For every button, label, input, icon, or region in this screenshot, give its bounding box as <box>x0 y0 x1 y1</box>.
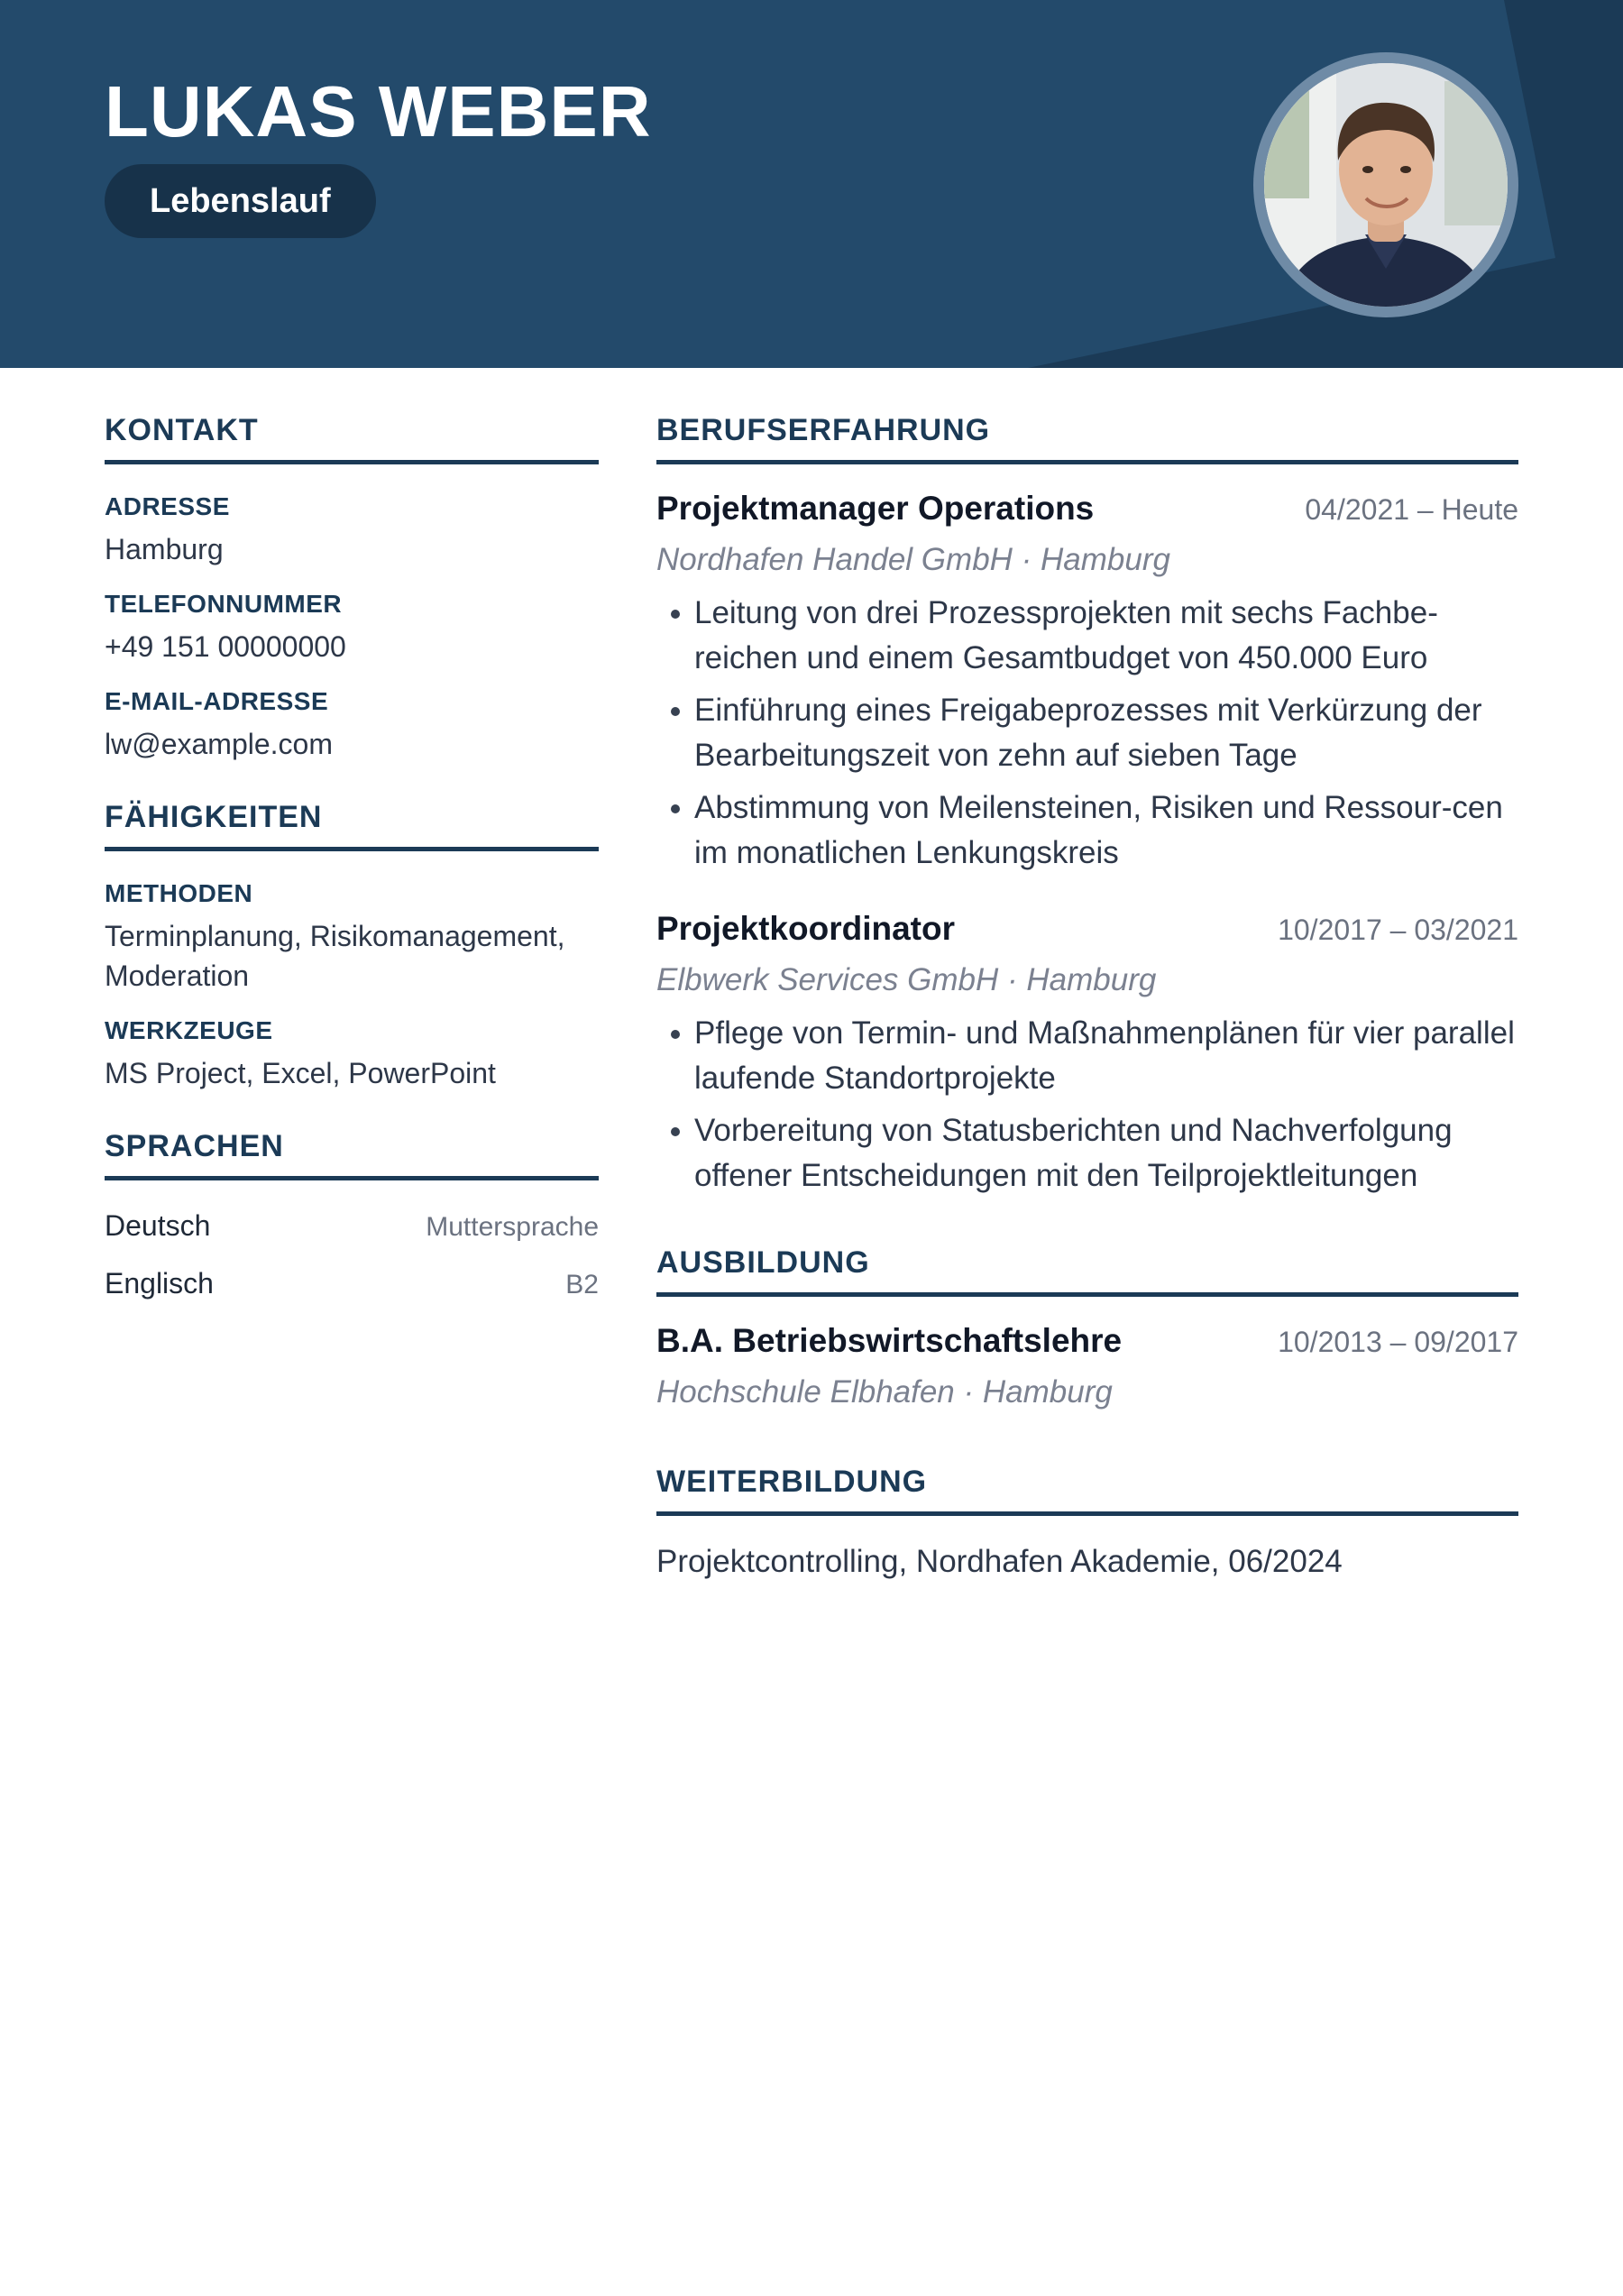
job-responsibilities <box>656 591 1518 876</box>
contact-section <box>105 408 599 764</box>
language-name: Deutsch <box>105 1209 211 1242</box>
job-date: 10/2017 – 03/2021 <box>1278 914 1518 946</box>
languages-heading: SPRACHEN <box>105 1124 599 1180</box>
header-banner <box>0 0 1623 368</box>
email-value: lw@example.com <box>105 728 333 760</box>
training-heading: WEITERBILDUNG <box>656 1459 1518 1516</box>
profile-photo-frame <box>1253 52 1518 317</box>
portrait-photo-icon <box>1264 63 1508 307</box>
methods-label: METHODEN <box>105 879 253 907</box>
training-entry: Projektcontrolling, Nordhafen Akademie, 06/2024 <box>656 1544 1343 1579</box>
list-item: Abstimmung von Meilensteinen, Risiken und Ressour-cen im monatlichen Lenkungskreis <box>656 785 1518 876</box>
education-date: 10/2013 – 09/2017 <box>1278 1326 1518 1358</box>
tools-value: MS Project, Excel, PowerPoint <box>105 1057 496 1089</box>
address-label: ADRESSE <box>105 492 230 520</box>
candidate-name: LUKAS WEBER <box>105 71 652 152</box>
languages-section <box>105 1124 599 1312</box>
language-row <box>105 1197 599 1254</box>
education-section <box>656 1240 1518 1418</box>
skills-heading: FÄHIGKEITEN <box>105 794 599 851</box>
training-section <box>656 1459 1518 1584</box>
language-level: Muttersprache <box>426 1212 599 1242</box>
list-item: Einführung eines Freigabeprozesses mit Verkürzung der Bearbeitungszeit von zehn auf sieben Tage <box>656 688 1518 778</box>
school-name: Hochschule Elbhafen · Hamburg <box>656 1374 1113 1410</box>
main-column <box>656 408 1518 1584</box>
tools-label: WERKZEUGE <box>105 1016 273 1044</box>
job-title: Projektkoordinator <box>656 910 955 947</box>
job-entry <box>656 486 1518 876</box>
language-name: Englisch <box>105 1267 214 1300</box>
job-date: 04/2021 – Heute <box>1305 493 1518 526</box>
job-responsibilities <box>656 1011 1518 1199</box>
list-item: Leitung von drei Prozessprojekten mit sechs Fachbe-reichen und einem Gesamtbudget von 450.000 Euro <box>656 591 1518 681</box>
degree-title: B.A. Betriebswirtschaftslehre <box>656 1322 1123 1359</box>
document-type-badge: Lebenslauf <box>105 164 376 238</box>
list-item: Pflege von Termin- und Maßnahmenplänen für vier parallel laufende Standortprojekte <box>656 1011 1518 1101</box>
job-company: Nordhafen Handel GmbH · Hamburg <box>656 542 1170 577</box>
experience-section <box>656 408 1518 1199</box>
address-value: Hamburg <box>105 533 224 565</box>
job-title: Projektmanager Operations <box>656 490 1095 527</box>
language-row <box>105 1254 599 1312</box>
job-company: Elbwerk Services GmbH · Hamburg <box>656 962 1157 997</box>
sidebar-column <box>105 408 599 1312</box>
phone-value: +49 151 00000000 <box>105 630 346 663</box>
education-heading: AUSBILDUNG <box>656 1240 1518 1297</box>
methods-value: Terminplanung, Risikomanagement, Moderation <box>105 920 565 992</box>
phone-label: TELEFONNUMMER <box>105 590 343 618</box>
skills-section <box>105 794 599 1093</box>
list-item: Vorbereitung von Statusberichten und Nachverfolgung offener Entscheidungen mit den Teilprojektleitungen <box>656 1108 1518 1199</box>
email-label: E-MAIL-ADRESSE <box>105 687 329 715</box>
experience-heading: BERUFSERFAHRUNG <box>656 408 1518 464</box>
contact-heading: KONTAKT <box>105 408 599 464</box>
language-level: B2 <box>565 1270 599 1300</box>
job-entry <box>656 906 1518 1199</box>
